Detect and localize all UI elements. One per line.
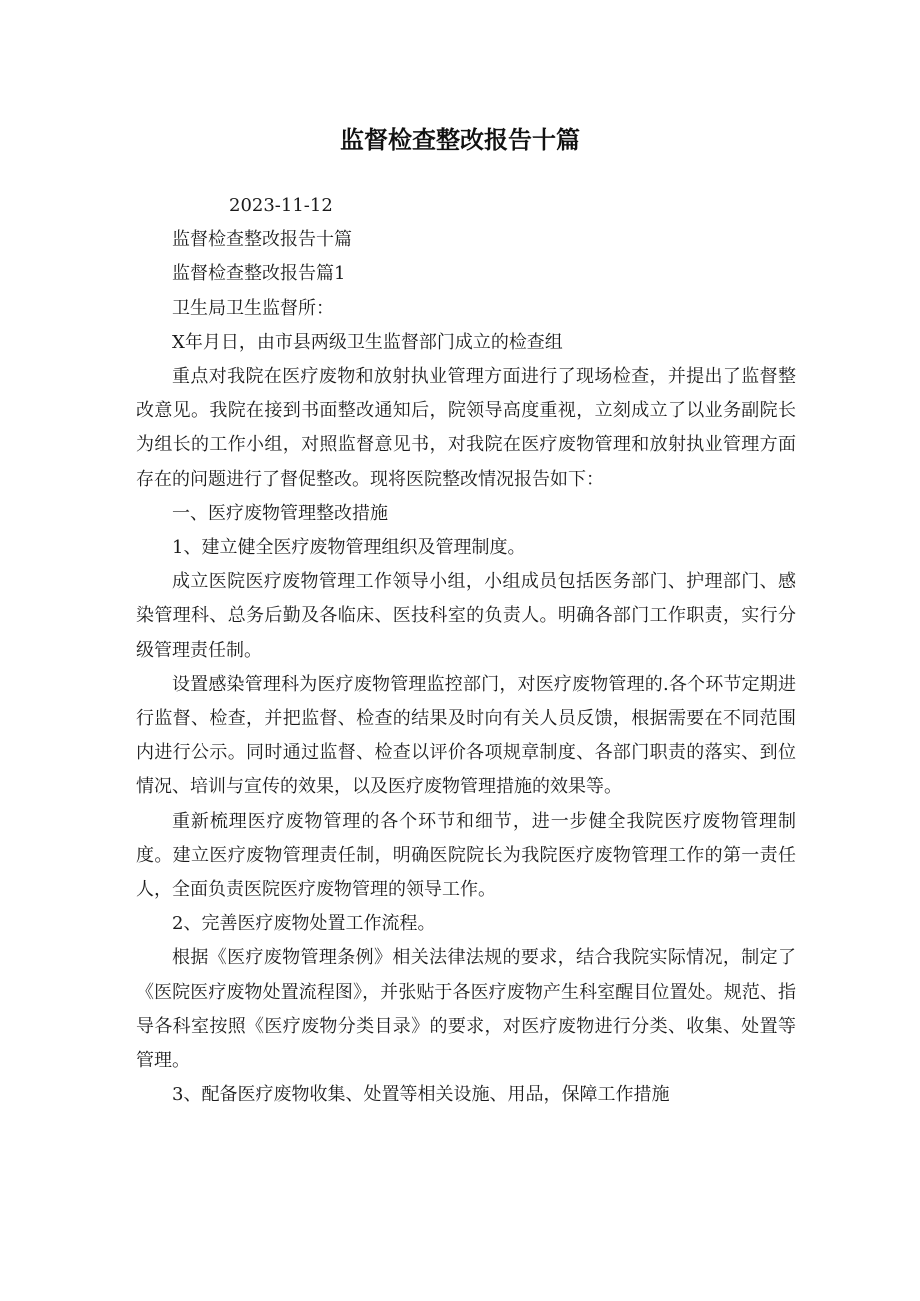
subsection-heading-3: 3、配备医疗废物收集、处置等相关设施、用品，保障工作措施 [172, 1084, 670, 1106]
document-body [136, 189, 796, 1112]
document-title: 监督检查整改报告十篇 [340, 126, 580, 154]
paragraph-leadership-group: 成立医院医疗废物管理工作领导小组，小组成员包括医务部门、护理部门、感染管理科、总务后勤及各临床、医技科室的负责人。明确各部门工作职责，实行分级管理责任制。 [136, 571, 796, 661]
paragraph-inspection-detail: 重点对我院在医疗废物和放射执业管理方面进行了现场检查，并提出了监督整改意见。我院在接到书面整改通知后，院领导高度重视，立刻成立了以业务副院长为组长的工作小组，对照监督意见书，对我院在医疗废物管理和放射执业管理方面存在的问题进行了督促整改。现将医院整改情况报告如下： [136, 366, 796, 490]
paragraph-responsibility: 重新梳理医疗废物管理的各个环节和细节，进一步健全我院医疗废物管理制度。建立医疗废物管理责任制，明确医院院长为我院医疗废物管理工作的第一责任人，全面负责医院医疗废物管理的领导工作。 [136, 810, 796, 901]
subsection-heading-2: 2、完善医疗废物处置工作流程。 [172, 913, 436, 935]
paragraph-inspection-intro: X年月日，由市县两级卫生监督部门成立的检查组 [172, 331, 563, 353]
subsection-heading-1: 1、建立健全医疗废物管理组织及管理制度。 [172, 537, 526, 559]
paragraph-monitoring-dept: 设置感染管理科为医疗废物管理监控部门，对医疗废物管理的.各个环节定期进行监督、检查，并把监督、检查的结果及时向有关人员反馈，根据需要在不同范围内进行公示。同时通过监督、检查以评价各项规章制度、各部门职责的落实、到位情况、培训与宣传的效果，以及医疗废物管理措施的效果等。 [136, 673, 796, 798]
paragraph-subtitle: 监督检查整改报告十篇 [172, 229, 352, 251]
paragraph-report-heading: 监督检查整改报告篇1 [172, 263, 346, 285]
paragraph-process: 根据《医疗废物管理条例》相关法律法规的要求，结合我院实际情况，制定了《医院医疗废物处置流程图》，并张贴于各医疗废物产生科室醒目位置处。规范、指导各科室按照《医疗废物分类目录》的要求，对医疗废物进行分类、收集、处置等管理。 [136, 947, 796, 1072]
section-heading-1: 一、医疗废物管理整改措施 [172, 502, 388, 524]
document-date: 2023-11-12 [229, 195, 333, 216]
paragraph-addressee: 卫生局卫生监督所： [172, 297, 334, 319]
